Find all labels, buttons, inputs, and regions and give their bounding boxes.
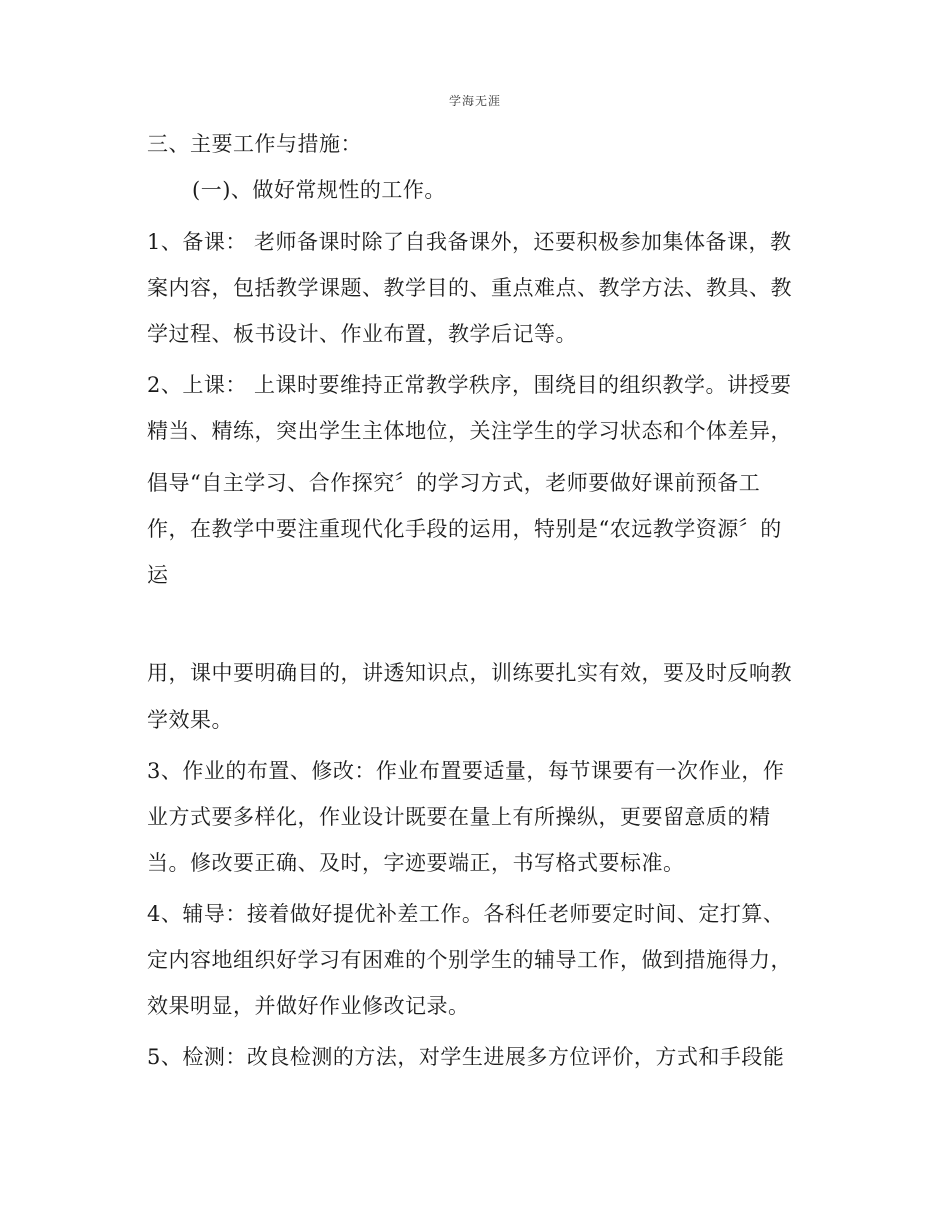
- text-line: 3、作业的布置、修改：作业布置要适量，每节课要有一次作业，作: [147, 759, 785, 783]
- text-line: 学效果。: [147, 708, 233, 732]
- subsection-heading: (一)、做好常规性的工作。: [192, 178, 446, 202]
- text-line: 作，在教学中要注重现代化手段的运用，特别是“农远教学资源〞的: [147, 517, 782, 541]
- text-line: 倡导“自主学习、合作探究〞的学习方式，老师要做好课前预备工: [147, 471, 761, 495]
- text-line: 1、备课： 老师备课时除了自我备课外，还要积极参加集体备课，教: [147, 230, 792, 254]
- text-line: 当。修改要正确、及时，字迹要端正，书写格式要标准。: [147, 851, 685, 875]
- text-line: 精当、精练，突出学生主体地位，关注学生的学习状态和个体差异，: [147, 419, 792, 443]
- text-line: 学过程、板书设计、作业布置，教学后记等。: [147, 322, 577, 346]
- text-line: 运: [147, 563, 169, 587]
- text-line: 用，课中要明确目的，讲透知识点，训练要扎实有效，要及时反响教: [147, 661, 792, 685]
- text-line: 4、辅导：接着做好提优补差工作。各科任老师要定时间、定打算、: [147, 902, 785, 926]
- text-line: 5、检测：改良检测的方法，对学生进展多方位评价，方式和手段能: [147, 1045, 785, 1069]
- text-line: 2、上课： 上课时要维持正常教学秩序，围绕目的组织教学。讲授要: [147, 373, 792, 397]
- section-heading: 三、主要工作与措施：: [147, 132, 362, 156]
- text-line: 业方式要多样化，作业设计既要在量上有所操纵，更要留意质的精: [147, 805, 771, 829]
- page-header: 学海无涯: [448, 94, 501, 108]
- text-line: 案内容，包括教学课题、教学目的、重点难点、教学方法、教具、教: [147, 276, 792, 300]
- text-line: 效果明显，并做好作业修改记录。: [147, 994, 470, 1018]
- text-line: 定内容地组织好学习有困难的个别学生的辅导工作，做到措施得力，: [147, 948, 792, 972]
